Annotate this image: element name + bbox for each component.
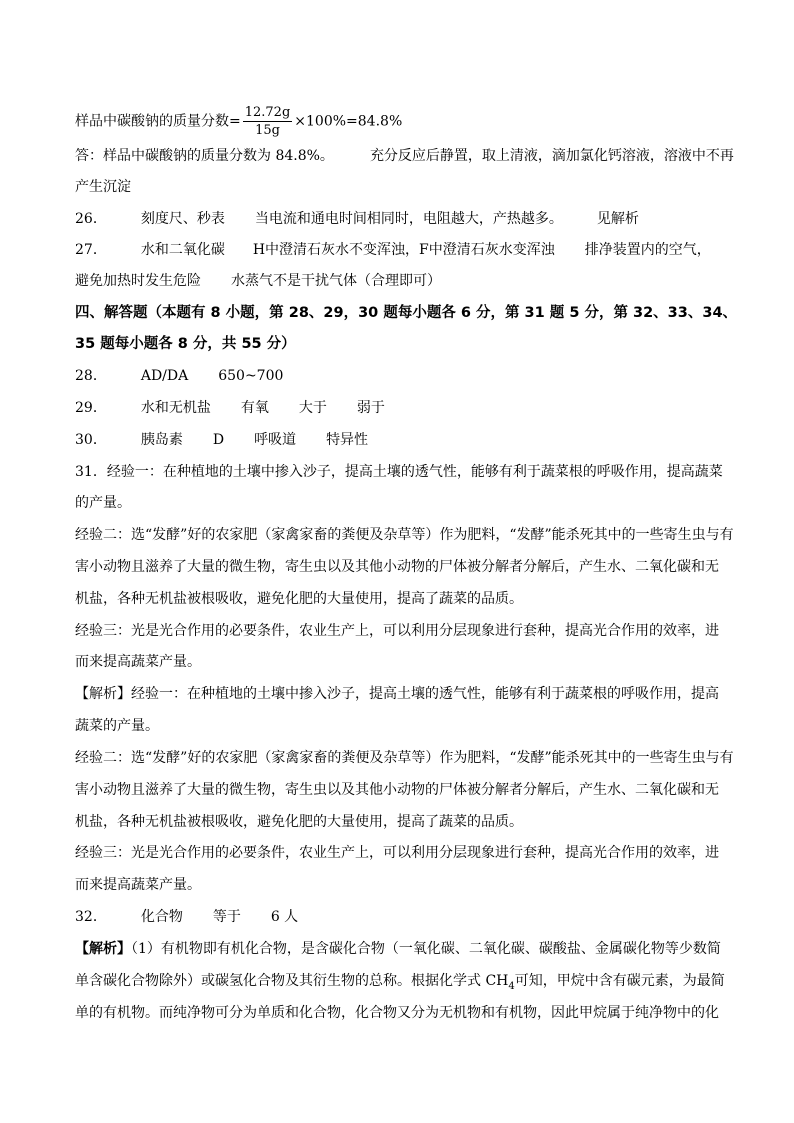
q31-line: 经验三：光是光合作用的必要条件，农业生产上，可以利用分层现象进行套种，提高光合作用的效率，进 [75, 623, 719, 639]
q31-line: 而来提高蔬菜产量。 [75, 654, 201, 670]
q31-analysis-line: 经验二：选“发酵”好的农家肥（家禽家畜的粪便及杂草等）作为肥料，“发酵”能杀死其中的一些寄生虫与有 [75, 750, 734, 766]
q27-answer-3: 排净装置内的空气， [584, 242, 711, 258]
q26-answer-2: 当电流和通电时间相同时，电阻越大，产热越多。 [254, 211, 563, 227]
q29-answer-4: 弱于 [356, 400, 385, 416]
fraction [243, 104, 293, 139]
q27-number: 27． [75, 242, 107, 258]
q31-analysis-line: 害小动物且滋养了大量的微生物，寄生虫以及其他小动物的尸体被分解者分解后，产生水、二氧化碳和无 [75, 782, 719, 798]
q27-row [75, 240, 711, 260]
section-4-heading: 四、解答题（本题有 8 小题，第 28、29，30 题每小题各 6 分，第 31 题 5 分，第 32、33、34、 [75, 305, 738, 321]
q27-row-cont [75, 271, 441, 291]
q26-number: 26． [75, 211, 107, 227]
q26-answer-1: 刻度尺、秒表 [140, 211, 225, 227]
q30-number: 30． [75, 432, 107, 448]
formula-prefix: 样品中碳酸钠的质量分数= [75, 113, 241, 130]
answer-text-2: 充分反应后静置，取上清液，滴加氯化钙溶液，溶液中不再 [369, 148, 734, 164]
q28-number: 28． [75, 368, 107, 384]
q31-analysis-line: 而来提高蔬菜产量。 [75, 877, 201, 893]
q32-analysis-line: 单的有机物。而纯净物可分为单质和化合物，化合物又分为无机物和有机物，因此甲烷属于纯净物中的化 [75, 1005, 719, 1021]
q31-analysis-line: 经验三：光是光合作用的必要条件，农业生产上，可以利用分层现象进行套种，提高光合作用的效率，进 [75, 845, 719, 861]
q32-analysis-line [75, 939, 721, 959]
q32-analysis-text: （1）有机物即有机化合物，是含碳化合物（一氧化碳、二氧化碳、碳酸盐、金属碳化物等少数简 [131, 941, 721, 957]
section-4-heading-cont: 35 题每小题各 8 分，共 55 分） [75, 336, 296, 352]
q29-answer-2: 有氧 [240, 400, 269, 416]
fraction-denominator: 15g [255, 123, 280, 138]
q32-analysis-text-rest: 可知，甲烷中含有碳元素，为最简 [514, 973, 725, 989]
analysis-tag: 【解析】 [75, 941, 131, 957]
q31-line: 害小动物且滋养了大量的微生物，寄生虫以及其他小动物的尸体被分解者分解后，产生水、二氧化碳和无 [75, 559, 719, 575]
q27-answer-4: 水蒸气不是干扰气体（合理即可） [231, 273, 441, 289]
q30-answer-4: 特异性 [326, 432, 369, 448]
q26-row [75, 209, 639, 229]
q30-row [75, 430, 368, 450]
q32-analysis-line [75, 971, 725, 997]
q31-line: 机盐，各种无机盐被根吸收，避免化肥的大量使用，提高了蔬菜的品质。 [75, 591, 523, 607]
q32-answer-2: 等于 [212, 909, 241, 925]
q31-analysis-line: 机盐，各种无机盐被根吸收，避免化肥的大量使用，提高了蔬菜的品质。 [75, 814, 523, 830]
answer-text: 答：样品中碳酸钠的质量分数为 84.8%。 [75, 148, 334, 164]
q28-answer-2: 650~700 [218, 368, 284, 384]
q30-answer-3: 呼吸道 [254, 432, 297, 448]
q32-answer-1: 化合物 [140, 909, 183, 925]
q27-answer-3-cont: 避免加热时发生危险 [75, 273, 201, 289]
q30-answer-2: D [212, 432, 225, 448]
q32-number: 32． [75, 909, 107, 925]
q31-line: 31．经验一：在种植地的土壤中掺入沙子，提高土壤的透气性，能够有利于蔬菜根的呼吸作用，提高蔬菜 [75, 464, 723, 480]
formula-suffix: ×100%=84.8% [294, 113, 403, 130]
q31-analysis-line: 【解析】经验一：在种植地的土壤中掺入沙子，提高土壤的透气性，能够有利于蔬菜根的呼吸作用，提高 [75, 686, 719, 702]
q30-answer-1: 胰岛素 [140, 432, 183, 448]
q31-analysis-line: 蔬菜的产量。 [75, 718, 159, 734]
answer-line [75, 146, 734, 166]
q32-analysis-text: 单含碳化合物除外）或碳氢化合物及其衍生物的总称。根据化学式 CH [75, 973, 509, 989]
q27-answer-1: 水和二氧化碳 [140, 242, 225, 258]
q29-answer-1: 水和无机盐 [140, 400, 211, 416]
q29-row [75, 398, 385, 418]
q31-line: 经验二：选“发酵”好的农家肥（家禽家畜的粪便及杂草等）作为肥料，“发酵”能杀死其中的一些寄生虫与有 [75, 527, 734, 543]
q32-answer-3: 6 人 [270, 909, 299, 925]
q32-row [75, 907, 298, 927]
formula-subscript: 4 [508, 980, 515, 992]
q28-answer-1: AD/DA [140, 368, 189, 384]
q27-answer-2: H中澄清石灰水不变浑浊，F中澄清石灰水变浑浊 [252, 242, 555, 258]
q31-line: 的产量。 [75, 495, 131, 511]
answer-line-cont: 产生沉淀 [75, 179, 131, 195]
q26-answer-3: 见解析 [596, 211, 639, 227]
mass-fraction-formula [75, 104, 402, 139]
fraction-numerator: 12.72g [244, 105, 291, 120]
q28-row [75, 366, 283, 386]
q29-number: 29． [75, 400, 107, 416]
q29-answer-3: 大于 [298, 400, 327, 416]
